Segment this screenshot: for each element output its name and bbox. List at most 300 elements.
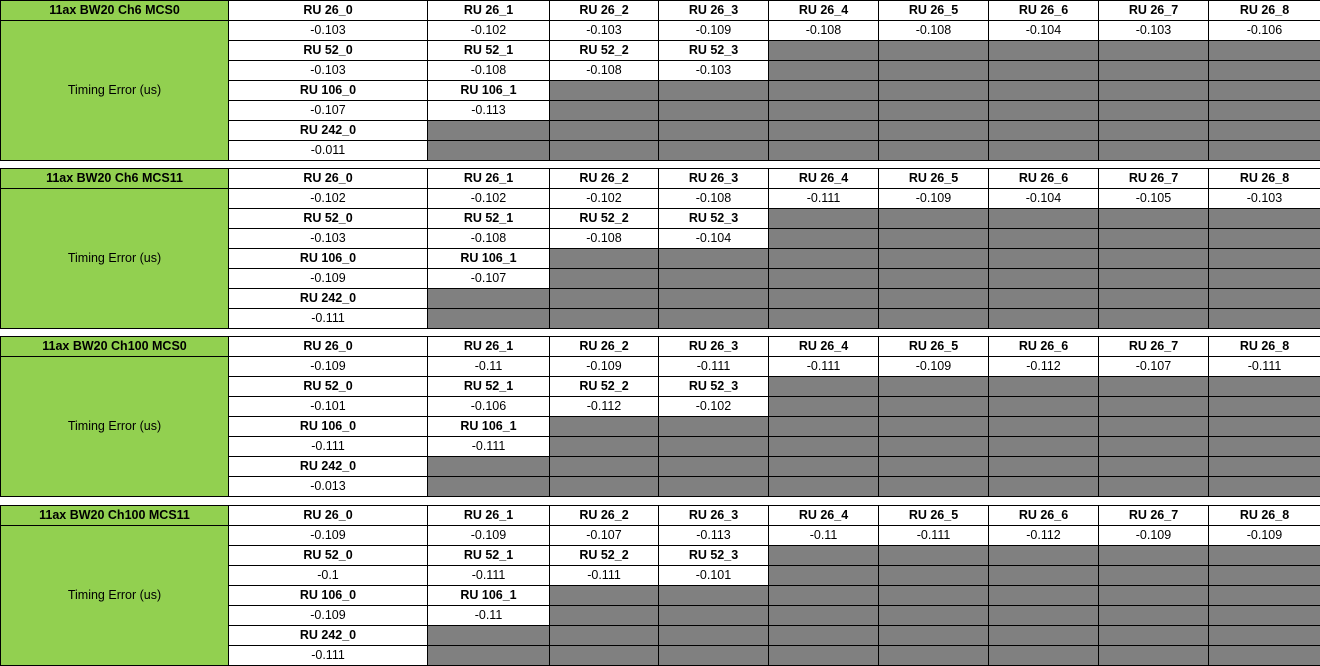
empty-gray-cell [1099,646,1209,666]
empty-gray-cell [769,417,879,437]
value-cell: -0.102 [428,21,550,41]
empty-gray-cell [1209,81,1320,101]
ru-header-cell: RU 26_0 [229,1,428,21]
empty-gray-cell [1099,269,1209,289]
ru-header-cell: RU 26_5 [879,1,989,21]
empty-gray-cell [879,209,989,229]
table-title: 11ax BW20 Ch100 MCS0 [1,337,229,357]
value-cell: -0.105 [1099,189,1209,209]
value-cell: -0.108 [428,229,550,249]
ru-header-cell: RU 26_0 [229,337,428,357]
empty-gray-cell [879,626,989,646]
ru-label-cell: RU 52_2 [550,209,659,229]
ru-header-cell: RU 26_3 [659,337,769,357]
empty-gray-cell [550,289,659,309]
ru-header-cell: RU 26_6 [989,169,1099,189]
header-row [1,169,1320,189]
row-label-timing-error: Timing Error (us) [1,21,229,161]
empty-gray-cell [989,377,1099,397]
value-cell: -0.112 [989,526,1099,546]
empty-gray-cell [989,477,1099,497]
value-cell: -0.109 [428,526,550,546]
value-cell: -0.109 [229,357,428,377]
empty-gray-cell [1099,437,1209,457]
value-cell: -0.102 [229,189,428,209]
data-table [0,168,1320,329]
empty-gray-cell [659,141,769,161]
empty-gray-cell [879,417,989,437]
ru-label-cell: RU 52_0 [229,209,428,229]
empty-gray-cell [1099,309,1209,329]
ru-label-cell: RU 52_2 [550,377,659,397]
value-cell: -0.103 [550,21,659,41]
ru-header-cell: RU 26_7 [1099,337,1209,357]
data-table [0,336,1320,497]
empty-gray-cell [879,309,989,329]
empty-gray-cell [769,546,879,566]
empty-gray-cell [1209,289,1320,309]
ru-header-cell: RU 26_4 [769,506,879,526]
empty-gray-cell [989,586,1099,606]
value-cell: -0.109 [1209,526,1320,546]
ru-label-cell: RU 106_0 [229,249,428,269]
empty-gray-cell [550,249,659,269]
empty-gray-cell [659,586,769,606]
empty-gray-cell [769,309,879,329]
empty-gray-cell [1209,101,1320,121]
value-cell: -0.109 [879,189,989,209]
empty-gray-cell [1099,606,1209,626]
empty-gray-cell [550,101,659,121]
ru-label-cell: RU 52_1 [428,209,550,229]
ru-header-cell: RU 26_0 [229,169,428,189]
header-row [1,337,1320,357]
value-cell: -0.109 [550,357,659,377]
empty-gray-cell [769,606,879,626]
value-cell: -0.111 [659,357,769,377]
ru-label-cell: RU 106_1 [428,417,550,437]
empty-gray-cell [989,249,1099,269]
value-cell: -0.111 [428,437,550,457]
empty-gray-cell [1209,141,1320,161]
value-cell: -0.11 [428,606,550,626]
empty-gray-cell [769,81,879,101]
value-cell: -0.107 [229,101,428,121]
row-label-timing-error: Timing Error (us) [1,526,229,666]
empty-gray-cell [879,229,989,249]
empty-gray-cell [428,141,550,161]
ru-label-cell: RU 52_1 [428,546,550,566]
empty-gray-cell [769,566,879,586]
empty-gray-cell [989,229,1099,249]
ru-header-cell: RU 26_1 [428,506,550,526]
empty-gray-cell [550,417,659,437]
ru-header-cell: RU 26_8 [1209,337,1320,357]
empty-gray-cell [550,121,659,141]
empty-gray-cell [989,309,1099,329]
value-cell: -0.109 [659,21,769,41]
ru-label-cell: RU 52_3 [659,377,769,397]
ru-label-cell: RU 106_1 [428,249,550,269]
ru-header-cell: RU 26_6 [989,337,1099,357]
empty-gray-cell [1099,61,1209,81]
empty-gray-cell [989,566,1099,586]
empty-gray-cell [1099,397,1209,417]
ru-header-cell: RU 26_4 [769,169,879,189]
value-cell: -0.109 [229,269,428,289]
value-cell: -0.103 [659,61,769,81]
value-cell: -0.111 [229,646,428,666]
empty-gray-cell [1209,646,1320,666]
ru-label-cell: RU 106_0 [229,586,428,606]
value-cell: -0.108 [550,229,659,249]
value-cell: -0.111 [1209,357,1320,377]
empty-gray-cell [1209,209,1320,229]
ru-label-cell: RU 52_0 [229,41,428,61]
empty-gray-cell [989,61,1099,81]
empty-gray-cell [879,61,989,81]
value-cell: -0.112 [550,397,659,417]
empty-gray-cell [550,606,659,626]
empty-gray-cell [1099,417,1209,437]
value-cell: -0.106 [1209,21,1320,41]
empty-gray-cell [989,646,1099,666]
ru-header-cell: RU 26_7 [1099,1,1209,21]
ru-header-cell: RU 26_3 [659,506,769,526]
empty-gray-cell [1099,566,1209,586]
empty-gray-cell [1099,546,1209,566]
table-row [1,21,1320,41]
value-cell: -0.104 [659,229,769,249]
ru-header-cell: RU 26_2 [550,506,659,526]
empty-gray-cell [1209,626,1320,646]
empty-gray-cell [1209,606,1320,626]
empty-gray-cell [769,646,879,666]
ru-label-cell: RU 106_0 [229,417,428,437]
value-cell: -0.101 [229,397,428,417]
empty-gray-cell [659,121,769,141]
timing-table-ch6-mcs11 [0,168,1320,329]
empty-gray-cell [879,377,989,397]
value-cell: -0.104 [989,21,1099,41]
empty-gray-cell [879,437,989,457]
empty-gray-cell [659,626,769,646]
value-cell: -0.111 [769,189,879,209]
ru-label-cell: RU 52_1 [428,377,550,397]
ru-header-cell: RU 26_2 [550,1,659,21]
table-row [1,357,1320,377]
ru-header-cell: RU 26_3 [659,169,769,189]
ru-label-cell: RU 52_2 [550,546,659,566]
empty-gray-cell [659,269,769,289]
ru-label-cell: RU 52_2 [550,41,659,61]
empty-gray-cell [989,626,1099,646]
ru-label-cell: RU 106_0 [229,81,428,101]
empty-gray-cell [989,41,1099,61]
empty-gray-cell [659,437,769,457]
value-cell: -0.103 [1209,189,1320,209]
empty-gray-cell [659,477,769,497]
value-cell: -0.108 [550,61,659,81]
empty-gray-cell [879,121,989,141]
value-cell: -0.102 [659,397,769,417]
value-cell: -0.108 [659,189,769,209]
value-cell: -0.109 [1099,526,1209,546]
ru-header-cell: RU 26_8 [1209,506,1320,526]
empty-gray-cell [769,586,879,606]
empty-gray-cell [769,61,879,81]
empty-gray-cell [769,626,879,646]
empty-gray-cell [1209,437,1320,457]
empty-gray-cell [769,437,879,457]
value-cell: -0.107 [1099,357,1209,377]
header-row [1,1,1320,21]
value-cell: -0.103 [229,61,428,81]
empty-gray-cell [659,606,769,626]
empty-gray-cell [989,457,1099,477]
empty-gray-cell [1099,141,1209,161]
ru-label-cell: RU 52_3 [659,209,769,229]
empty-gray-cell [989,546,1099,566]
empty-gray-cell [769,249,879,269]
timing-table-ch100-mcs0 [0,336,1320,497]
empty-gray-cell [550,626,659,646]
empty-gray-cell [1209,377,1320,397]
value-cell: -0.106 [428,397,550,417]
empty-gray-cell [769,229,879,249]
ru-label-cell: RU 52_1 [428,41,550,61]
empty-gray-cell [550,477,659,497]
empty-gray-cell [1099,289,1209,309]
empty-gray-cell [769,141,879,161]
ru-header-cell: RU 26_6 [989,506,1099,526]
value-cell: -0.103 [1099,21,1209,41]
empty-gray-cell [879,477,989,497]
value-cell: -0.102 [428,189,550,209]
ru-header-cell: RU 26_6 [989,1,1099,21]
ru-label-cell: RU 242_0 [229,121,428,141]
empty-gray-cell [428,626,550,646]
empty-gray-cell [769,101,879,121]
value-cell: -0.103 [229,229,428,249]
empty-gray-cell [1209,397,1320,417]
empty-gray-cell [769,377,879,397]
empty-gray-cell [989,606,1099,626]
row-label-timing-error: Timing Error (us) [1,357,229,497]
empty-gray-cell [659,457,769,477]
value-cell: -0.104 [989,189,1099,209]
value-cell: -0.109 [229,526,428,546]
empty-gray-cell [428,289,550,309]
empty-gray-cell [769,41,879,61]
value-cell: -0.013 [229,477,428,497]
empty-gray-cell [1099,477,1209,497]
empty-gray-cell [550,457,659,477]
empty-gray-cell [1209,546,1320,566]
ru-header-cell: RU 26_1 [428,169,550,189]
empty-gray-cell [1099,457,1209,477]
ru-header-cell: RU 26_5 [879,169,989,189]
table-title: 11ax BW20 Ch100 MCS11 [1,506,229,526]
empty-gray-cell [879,646,989,666]
empty-gray-cell [550,141,659,161]
empty-gray-cell [659,249,769,269]
ru-label-cell: RU 106_1 [428,586,550,606]
ru-header-cell: RU 26_2 [550,169,659,189]
value-cell: -0.108 [769,21,879,41]
empty-gray-cell [989,397,1099,417]
empty-gray-cell [550,437,659,457]
ru-header-cell: RU 26_4 [769,337,879,357]
empty-gray-cell [1209,249,1320,269]
empty-gray-cell [879,606,989,626]
empty-gray-cell [1099,41,1209,61]
empty-gray-cell [1099,229,1209,249]
ru-label-cell: RU 242_0 [229,289,428,309]
ru-label-cell: RU 52_0 [229,546,428,566]
value-cell: -0.107 [428,269,550,289]
empty-gray-cell [659,309,769,329]
data-table [0,505,1320,666]
empty-gray-cell [769,121,879,141]
ru-label-cell: RU 52_0 [229,377,428,397]
empty-gray-cell [1099,101,1209,121]
empty-gray-cell [879,586,989,606]
empty-gray-cell [989,289,1099,309]
empty-gray-cell [879,141,989,161]
value-cell: -0.111 [769,357,879,377]
value-cell: -0.112 [989,357,1099,377]
empty-gray-cell [989,101,1099,121]
empty-gray-cell [428,309,550,329]
value-cell: -0.101 [659,566,769,586]
empty-gray-cell [659,646,769,666]
empty-gray-cell [1209,121,1320,141]
value-cell: -0.111 [879,526,989,546]
ru-label-cell: RU 242_0 [229,626,428,646]
value-cell: -0.113 [659,526,769,546]
empty-gray-cell [550,309,659,329]
empty-gray-cell [428,646,550,666]
empty-gray-cell [769,289,879,309]
empty-gray-cell [428,457,550,477]
empty-gray-cell [1209,566,1320,586]
value-cell: -0.011 [229,141,428,161]
value-cell: -0.113 [428,101,550,121]
table-title: 11ax BW20 Ch6 MCS11 [1,169,229,189]
data-table [0,0,1320,161]
value-cell: -0.102 [550,189,659,209]
empty-gray-cell [879,101,989,121]
empty-gray-cell [1209,477,1320,497]
ru-header-cell: RU 26_7 [1099,506,1209,526]
ru-label-cell: RU 242_0 [229,457,428,477]
ru-header-cell: RU 26_5 [879,506,989,526]
empty-gray-cell [989,141,1099,161]
empty-gray-cell [989,437,1099,457]
empty-gray-cell [989,81,1099,101]
value-cell: -0.11 [769,526,879,546]
value-cell: -0.103 [229,21,428,41]
value-cell: -0.107 [550,526,659,546]
empty-gray-cell [1209,417,1320,437]
empty-gray-cell [879,81,989,101]
ru-header-cell: RU 26_1 [428,1,550,21]
ru-header-cell: RU 26_3 [659,1,769,21]
empty-gray-cell [428,121,550,141]
row-label-timing-error: Timing Error (us) [1,189,229,329]
value-cell: -0.109 [879,357,989,377]
value-cell: -0.109 [229,606,428,626]
table-title: 11ax BW20 Ch6 MCS0 [1,1,229,21]
empty-gray-cell [1209,229,1320,249]
ru-label-cell: RU 52_3 [659,546,769,566]
empty-gray-cell [1099,377,1209,397]
empty-gray-cell [989,121,1099,141]
empty-gray-cell [1099,249,1209,269]
timing-table-ch6-mcs0 [0,0,1320,161]
empty-gray-cell [659,417,769,437]
empty-gray-cell [879,289,989,309]
empty-gray-cell [989,269,1099,289]
ru-header-cell: RU 26_2 [550,337,659,357]
empty-gray-cell [879,566,989,586]
empty-gray-cell [879,269,989,289]
empty-gray-cell [550,81,659,101]
empty-gray-cell [428,477,550,497]
empty-gray-cell [879,249,989,269]
empty-gray-cell [1099,586,1209,606]
empty-gray-cell [989,417,1099,437]
ru-header-cell: RU 26_7 [1099,169,1209,189]
ru-header-cell: RU 26_4 [769,1,879,21]
header-row [1,506,1320,526]
value-cell: -0.1 [229,566,428,586]
empty-gray-cell [769,269,879,289]
ru-header-cell: RU 26_0 [229,506,428,526]
ru-label-cell: RU 106_1 [428,81,550,101]
ru-header-cell: RU 26_5 [879,337,989,357]
empty-gray-cell [1099,626,1209,646]
timing-table-ch100-mcs11 [0,505,1320,666]
empty-gray-cell [659,101,769,121]
empty-gray-cell [769,477,879,497]
empty-gray-cell [989,209,1099,229]
table-row [1,189,1320,209]
empty-gray-cell [1209,269,1320,289]
value-cell: -0.111 [550,566,659,586]
empty-gray-cell [659,289,769,309]
value-cell: -0.11 [428,357,550,377]
empty-gray-cell [879,457,989,477]
empty-gray-cell [769,209,879,229]
empty-gray-cell [1099,81,1209,101]
table-row [1,526,1320,546]
empty-gray-cell [1209,309,1320,329]
empty-gray-cell [769,457,879,477]
empty-gray-cell [879,41,989,61]
empty-gray-cell [550,269,659,289]
value-cell: -0.111 [229,309,428,329]
empty-gray-cell [550,646,659,666]
empty-gray-cell [1099,209,1209,229]
empty-gray-cell [659,81,769,101]
value-cell: -0.111 [229,437,428,457]
empty-gray-cell [1099,121,1209,141]
empty-gray-cell [769,397,879,417]
empty-gray-cell [1209,457,1320,477]
ru-label-cell: RU 52_3 [659,41,769,61]
